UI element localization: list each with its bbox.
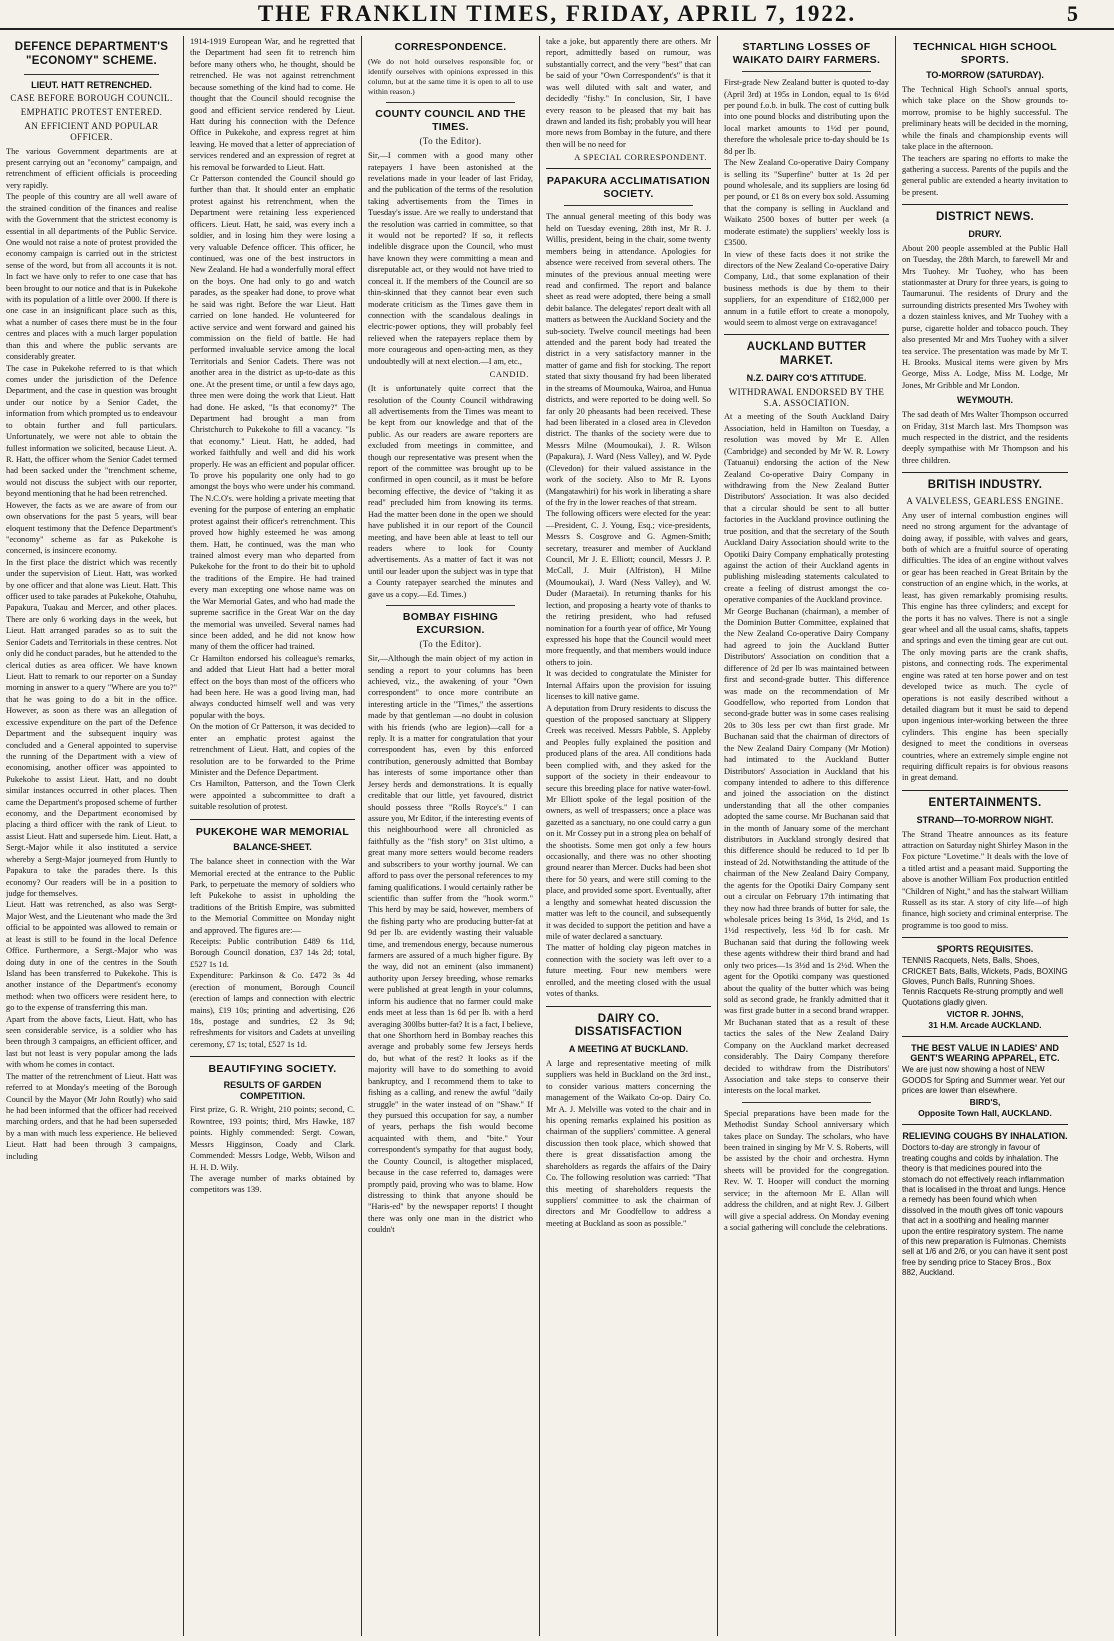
- article-body: A large and representative meeting of milk suppliers was held in Buckland on the 3rd inst., to consider various matters concerning the management of the Waikato Co-op. Dairy Co. Mr A. J. Melville was voted to the chair and in his opening remarks explained his position as chairman of the suppliers' committee. A general discussion then took place, which showed that there is great dissatisfaction among the shareholders as regards the affairs of the Dairy Co. The following resolution was carried: "That this meeting of shareholders requests the suppliers' committee to ask the chairman of directors and Mr Goodfellow to address a meeting at Buckland as soon as possible.": [546, 1058, 711, 1228]
- divider: [546, 168, 711, 169]
- divider: [742, 1102, 871, 1103]
- divider: [902, 790, 1068, 791]
- article-headline: AUCKLAND BUTTER MARKET.: [746, 341, 867, 368]
- article-body: 1914-1919 European War, and he regretted that the Department had seen fit to retrench him before many others who, he thought, should be retrenched. He was not against retrenchment because something of the kind had to come. He thought that the Council should recognise the good and efficient service rendered by Lieut. Hatt during his connection with the Defence Office in Pukekohe, and express regret at him leaving. He moved that a letter of appreciation of services rendered and an expression of regret at his removal be forwarded to Lieut. Hatt. Cr Patterson contended the Council should go further than that. It should enter an emphatic protest against his retrenchment, when the Department were retaining less experienced officers. Lieut. Hatt, he said, was every inch a soldier, and in losing him they were losing a very valuable Defence officer. This officer, he continued, was one of the best instructors in New Zealand. He had a wonderfully moral effect on the boys. One had only to go and watch parades, as the speaker had done, to prove what he said was right. Before the war Lieut. Hatt carried on lone handed. He volunteered for active service and went forward and gained his commission on the field of battle. He had performed invaluable service among the local Territorials and Senior Cadets. There was not another area in the district as up-to-date as this one. At the present time, or until a few days ago, three men were doing the work that Lieut. Hatt had done. He asked, "Is that economy?" The Department had brought a man from Christchurch to Pukekohe to fill a vacancy. "Is that economy." Lieut. Hatt, he added, had worked faithfully and well and did his work properly. He was an efficient and popular officer. To prove his popularity one only had to go amongst the boys who were under his command. The N.C.O's. were holding a private meeting that evening for the purpose of entering an emphatic protest against their officer's retrenchment. This proved how highly esteemed he was among them. Hatt, he continued, was the man who trained almost every man who departed from Pukekohe for the front to do their bit to uphold the traditions of the Empire. He had trained every man excepting one whose name was on the War Memorial Gates, and who had made the supreme sacrifice in the Great War on the day the memorial was unveiled. Several names had since been added, and he did not know how many of them the officer had trained. Cr Hamilton endorsed his colleague's remarks, and added that Lieut Hatt had a better moral effect on the boys than most of the officers who had been here. He was a good living man, had always conducted himself well and was very popular with the boys. On the motion of Cr Patterson, it was decided to enter an emphatic protest against the retrenchment of Lieut. Hatt, and copies of the resolution are to be forwarded to the Prime Minister and the Defence Department. Crs Hamilton, Patterson, and the Town Clerk were appointed a subcommittee to draft a suitable resolution of protest.: [190, 37, 355, 812]
- divider: [386, 605, 515, 606]
- page-number: 5: [1067, 1, 1078, 26]
- divider: [902, 937, 1068, 938]
- article-headline: DAIRY CO. DISSATISFACTION: [574, 1012, 683, 1039]
- column-5: [718, 36, 896, 1636]
- column-2: [184, 36, 362, 1636]
- column-1: [6, 36, 184, 1636]
- article-subheadline: A MEETING AT BUCKLAND.: [568, 1044, 689, 1055]
- advertisement-body: Doctors to-day are strongly in favour of treating coughs and colds by inhalation. The theory is that medicines poured into the stomach do not effectively reach inflammation that is localised in the throat and lungs. Hence a remedy has been found which when dissolved in the mouth gives off tonic vapours that act in a soothing and healing manner upon the entire respiratory system. The name of this new preparation is Fulmonas. Chemists sell at 1/6 and 2/6, or you can have it sent post free by sending price to Stacey Bros., Box 882, Auckland.: [902, 1143, 1068, 1278]
- divider: [902, 204, 1068, 205]
- advertiser-address: Opposite Town Hall, AUCKLAND.: [918, 1108, 1052, 1119]
- article-headline: TECHNICAL HIGH SCHOOL SPORTS.: [913, 41, 1057, 66]
- article-subheadline: RESULTS OF GARDEN COMPETITION.: [223, 1079, 322, 1101]
- column-6: [896, 36, 1074, 1636]
- article-body: The annual general meeting of this body was held on Tuesday evening, 28th inst, Mr R. J. Willis, president, being in the chair, some twenty members being in attendance. Apologies for absence were received from several others. The minutes of the previous annual meeting were read and confirmed. The report and balance sheet as read were adopted, there being a small debit balance. The delegates' report dealt with all matters as between the Auckland Society and the sub-society. Twelve council meetings had been attended and the parent body had treated the district in a very satisfactory manner in the matter of game and fish for stocking. The report stated that sixty thousand fry had been liberated in the streams of Moumouka, Wairoa, and Hunua districts, and were reported to be doing well. So far only 20 pheasants had been received. These had been liberated in a closed area in Clevedon district. The thanks of the society were due to Messrs Milne (Moumoukai), J. R. Wilson (Papakura), J. Ward (Ness Valley), and W. Pyde (Clevedon) for their valued assistance in the work of the society. Also to Mr R. Lyons (Mangatawhiri) for his work in liberating a share of the fry in the lower reaches of that stream. The following officers were elected for the year:—President, C. J. Young, Esq.; vice-presidents, Messrs S. Cosgrove and G. Agmen-Smith; secretary, treasurer and member of Auckland Council, Mr J. E. Elliott; council, Messrs J. P. McCall, J. Muir (Alfriston), H Milne (Moumoukai), J. Ward (Ness Valley), and W. Duder (Maraetai). In returning thanks for his lection, and proposing a hearty vote of thanks to the retiring president, who had refused nomination for a fourth year of office, Mr Young expressed his hope that the Council would meet more frequently, and that members would induce others to join. It was decided to congratulate the Minister for Internal Affairs upon the provision for issuing licenses to kill native game. A deputation from Drury residents to discuss the question of the proposed sanctuary at Slippery Creek was received. Messrs Pabble, S. Appleby and Peoples fully explained the position and produced plans of the area. All conditions hada been complied with, and they asked for the support of the society in their endeavour to secure this breeding place for native water-fowl. Mr Elliott spoke of the legal position of the owners, as well of trespassers; once a place was gazetted as a sanctuary, no one could carry a gun on it. Mr Cossey put in a strong plea on behalf of the shootists. Some men got only a few hours occasionally, and there was no other shooting ground nearer than Mercer. Ducks had been shot there for 50 years, and were still coming to the place, and provided some sport. Eventually, after a lengthy and somewhat heated discussion the matter was left to the council, and subsequently it was decided to support the petition and have a mile of water declared a sanctuary. The matter of holding clay pigeon matches in connection with the society was left over to a future meeting. Four new members were enrolled, and the meeting closed with the usual votes of thanks.: [546, 212, 712, 999]
- letter-salutation: (To the Editor).: [419, 136, 482, 147]
- article-subheadline: A VALVELESS, GEARLESS ENGINE.: [906, 495, 1064, 506]
- article-body: At a meeting of the South Auckland Dairy Association, held in Hamilton on Tuesday, a resolution was moved by Mr E. Allen (Cambridge) and seconded by Mr W. R. Lowry (Tatuanui) endorsing the action of the New Zealand Co-operative Dairy Company in withdrawing from the New Zealand Butter Distributors' Association. It was also decided that a circular should be sent to all butter factories in the Auckland province outlining the true position, and that the secretary of the South Auckland Dairy Association should write to the Opotiki Dairy Company emphatically protesting against the action of their Auckland agents in publishing misleading statements calculated to create a feeling of distrust amongst the co-operative companies of the Auckland province. Mr George Buchanan (chairman), a member of the Dominion Butter Committee, explained that the New Zealand Co-operative Dairy Company had agreed to join the Auckland Butter Distributors' Association on condition that a difference of 2d per lb was maintained between first and second-grade butter. This difference was made on the recommendation of Mr Goodfellow, who reported from London that second-grade butter was in some cases realising 20s to 30s less per cwt than first grade. Mr Buchanan said that the chairman of directors of the New Zealand Dairy Company (Mr Motion) had intimated to the Auckland Butter Distributors' Association in Auckland that his company intended to adhere to this difference and joined the association on the distinct understanding that all the other companies adopted the same course. Mr Buchanan said that in the month of January some of the merchant distributors in Auckland strongly desired that this difference should be reduced to 1d per lb instead of 2d. Notwithstanding the attitude of the chairman of the New Zealand Dairy Company, the agents for the Opotiki Dairy Company sent out a circular on February 17th intimating that they now had three brands of butter for sale, the wholesale prices being 1s 3½d, 1s 2½d, and 1s 1½d respectively, less ½d lb for cash. Mr Buchanan said that during the following week these agents withdrew their third brand and had only two prices—1s 3½d and 1s 2½d. When the agent for the Opotiki company was questioned about the quality of the butter which was being sold as second grade, he frankly admitted that it was first grade butter in a second brand wrapper. Mr Buchanan stated that as a result of these tactics the sales of the New Zealand Dairy Company on the Auckland market decreased considerably. The Dairy Company therefore decided to withdraw from the Distributors' Association and take steps to conserve their interests on the local market.: [724, 412, 889, 1096]
- divider: [190, 819, 355, 820]
- editorial-disclaimer: (We do not hold ourselves responsible for, or identify ourselves with opinions expressed in this column, but at the same time it is open to all to use within reason.): [368, 56, 533, 96]
- divider: [724, 334, 889, 335]
- article-body: The various Government departments are at present carrying out an "economy" campaign, and retrenchment of efficient officials is proceeding very rapidly. The people of this country are all well aware of the strained condition of the finances and realise with the Government that the strictest economy is essential in all departments of the Public Service. One would not raise a note of protest provided the economy campaign is carried out in the strictest sense of the word, but from all accounts it is not. In fact we have only to refer to one case that has been brought to our notice and that is in Pukekohe with its population of a little over 2000. If there is one case in an insignificant place such as this, what a number of cases there must be in the four centres and places with a much larger population than this and where the public servants are considerably greater. The case in Pukekohe referred to is that which comes under the jurisdiction of the Defence Department, and the case in question was brought under our notice by a Senior Cadet, the information from which prompted us to endeavour to obtain further and full particulars. Unfortunately, we were not able to obtain the fullest information we solicited, because Lieut. A. R. Hatt, the officer whom the Senior Cadet termed had been sacked under the "trenchment scheme, would not discuss the subject with our reporter, beyond mentioning that he had been retrenched. However, the facts as we are aware of from our own observations for the past 5 years, will bear eloquent testimony that the Defence Department's "economy" scheme as far as Pukekohe is concerned, is insincere economy. In the first place the district which was recently under the supervision of Lieut. Hatt, was worked by one officer and that alone was Lieut. Hatt. This officer used to take parades at Pukekohe, Otahuhu, Papakura, Tuakau and Mercer, and other places. There are only 6 working days in the week, but Lieut. Hatt arranged parades so as to suit the Senior Cadets and Territorials in these centres. Not only did he conduct parades, but he attended to the clerical duties as area officer. We have known Lieut. Hatt to remark to our reporter on a Sunday morning in answer to a query "Where are you to?" that he was going to do a bit in the office. However, as soon as there was an allegation of excessive expenditure on the part of the Defence Department and the subsequent inquiry was concluded and a General appointed to supervise the running of the Department with a view of economising, another officer was appointed to Pukekohe to assist Lieut. Hatt, and no doubt similar instances occurred in other places. Then came the Department's proposed scheme of further economy, and the Department economised by placing a third officer with the rank of Lieut. to assist Lieut. Hatt and supersede him. Lieut. Hatt, a Sergt.-Major while it also instituted a service whereby a Sergt-Major journeyed from Huntly to Papakura to take the parades there. Is this economy? Our readers will be in a position to judge for themselves. Lieut. Hatt was retrenched, as also was Sergt-Major West, and the Lieutenant who made the 3rd official to be appointed was allowed to remain or at least is still to be found in the local Defence Office. Furthermore, a Sergt.-Major who was doing duty in one of the centres in the South Island has been transferred to Pukekohe. This is another instance of the Department's economy method: when two officers were resident here, to go to the expense of transferring this man. Apart from the above facts, Lieut. Hatt, who has seen considerable service, is a soldier who has been through 3 campaigns, an efficient officer, and last but not least is very popular among the lads with whom he comes in contact. The matter of the retrenchment of Lieut. Hatt was referred to at Monday's meeting of the Borough Council by the Mayor (Mr John Routly) who said he had been informed that the officer had received marching orders, and that he had been superseded by a man with much less experience. He believed Lieut. Hatt had been through 3 campaigns, including: [6, 146, 177, 1161]
- article-headline: BRITISH INDUSTRY.: [927, 479, 1043, 492]
- divider: [902, 472, 1068, 473]
- advertiser-address: 31 H.M. Arcade AUCKLAND.: [928, 1020, 1042, 1031]
- article-body: The Strand Theatre announces as its feature attraction on Saturday night Shirley Mason in the Fox picture "Lovetime." It deals with the love of a titled artist and a peasant maid. Supporting the above is another William Fox production entitled "Children of Night," and has the stalwart William Russell as its star. A story of city life—of high finance, high society and criminal enterprise. The programme is too good to miss.: [902, 829, 1068, 930]
- article-body: Any user of internal combustion engines will need no strong argument for the advantage of doing away, if possible, with valves and gears, both of which are a fruitful source of operating difficulties. The idea of an engine without valves or gear has been reached in Great Britain by the construction of an engine which, in the works, at least, has given remarkably promising results. This engine has three cylinders; and except for the ports it has no valves. There is not a single gear wheel and all the usual cams, shafts, tappets and springs and even the timing gear are cut out. The only moving parts are the crank shafts, pistons, and connecting rods. The experimental engine was rated at ten horse power and on test developed twice as much. The cycle of operations is not easily described without a detailed diagram but it must be said to depend upon ingenious inter-working between the three cylinders. This engine has been specially designed to meet the conditions in overseas countries, where an extremely simple engine not requiring difficult repairs is for obvious reasons in great demand.: [902, 510, 1068, 783]
- divider: [564, 205, 693, 206]
- letter-body: Sir,—Although the main object of my action in sending a report to your columns has been achieved, viz., the awakening of your "Own correspondent" to once more contribute an interesting article in the "Times," the assertions made by that gentleman —no doubt in colusion with his friends (who are legion)—call for a reply. It is a matter for congratulation that your correspondent has, even by this enforced contribution, generously admitted that Bombay has interests of some importance other than Jersey herds and demonstrations. It is equally creditable that our little, yet favoured, district should possess three "Rolls Royce's." I can assure you, Mr Editor, if the interesting events of this neighbourhood were all chronicled as faithfully as the "fish story" on 31st ultimo, a great many more setters would become readers and subscribers to your worthy journal. We can afford to pass over the personal references to my faming qualifications. I would certainly rather be scientific than suffer from the "hook worm." This herd by may be said, however, members of the fishing party who are producing butter-fat at 9d per lb. are evidently wasting their valuable time, and tremendous energy, because numerous farmers are assured of a much higher figure. By the way, did not an eminent (also immanent) authority upon Jersey breeding, whose remarks were published at great length in your columns, inform his audience that no farmer could make ends meet at less than 1s 6d per lb. with a herd averaging 300lbs butter-fat? It is a fact, I believe, that one Shorthorn herd in Bombay reaches this average and probably some few Jerseys herds do, but what of the rest? It looks as if the majority will have to do something to avoid bankruptcy, and I recommend them to take to fishing as a calling, and renew the awful "daily struggle" in the water instead of on "Shaw." If they pursued this occupation for say, a number of years, perhaps the fish would become acquainted with them, and "bite." Your correspondent's sympathy for that august body, the County Council, is altogether misplaced, because in the case referred to, damages were promptly paid, proving who was to blame. How distressing to think that anyone should be "Haris-ed" by the newspaper reports! I thought there was only one man in the district who couldn't: [368, 654, 533, 1235]
- advertisement-headline: RELIEVING COUGHS BY INHALATION.: [902, 1131, 1068, 1142]
- letter-headline: COUNTY COUNCIL AND THE TIMES.: [375, 108, 526, 133]
- article-body: The sad death of Mrs Walter Thompson occurred on Friday, 31st March last. Mrs Thompson was much respected in the district, and the residents deeply sympathise with Mr Thompson and his three children.: [902, 410, 1068, 465]
- page-columns: [6, 36, 1108, 1636]
- masthead: [0, 0, 1114, 30]
- divider: [386, 102, 515, 103]
- divider: [742, 71, 871, 72]
- article-subheadline: AN EFFICIENT AND POPULAR OFFICER.: [24, 120, 159, 142]
- advertiser-name: VICTOR R. JOHNS,: [946, 1009, 1024, 1020]
- article-headline: BEAUTIFYING SOCIETY.: [208, 1063, 337, 1076]
- article-headline: PAPAKURA ACCLIMATISATION SOCIETY.: [546, 175, 711, 200]
- district-name: WEYMOUTH.: [957, 395, 1013, 406]
- article-body: First prize, G. R. Wright, 210 points; second, C. Rowntree, 193 points; third, Mrs Hawke, 187 points. Highly commended: Sergt. Cowan, Messrs Higginson, Coady and Clark. Commended: Messrs Lodge, Webb, Wilson and H. H. D. Wily. The average number of marks obtained by competitors was 139.: [190, 1105, 355, 1195]
- article-headline: DEFENCE DEPARTMENT'S "ECONOMY" SCHEME.: [14, 41, 169, 67]
- article-subheadline: STRAND—TO-MORROW NIGHT.: [916, 814, 1054, 825]
- divider: [902, 1036, 1068, 1037]
- column-3: [362, 36, 540, 1636]
- article-body: The balance sheet in connection with the War Memorial erected at the entrance to the Public Park, to perpetuate the memory of soldiers who left Pukekohe to assist in upholding the traditions of the British Empire, was submitted to the Memorial Committee on Monday night and approved. The figures are:— Receipts: Public contribution £489 6s 11d, Borough Council donation, £37 14s 2d; total, £527 1s 1d. Expenditure: Parkinson & Co. £472 3s 4d (erection of monument, Borough Council (erection of lamps and connection with electric mains), £19 10s; printing and advertising, £26 18s, postage and sundries, £2 3s 9d; refreshments for visitors and Cadets at unveiling ceremony, £7 1s; total, £527 1s 1d.: [190, 857, 355, 1049]
- divider: [902, 1124, 1068, 1125]
- district-name: DRURY.: [968, 229, 1002, 239]
- advertisement-headline: SPORTS REQUISITES.: [936, 944, 1034, 955]
- advertisement-headline: THE BEST VALUE IN LADIES' AND GENT'S WEARING APPAREL, ETC.: [910, 1043, 1060, 1064]
- advertisement-body: TENNIS Racquets, Nets, Balls, Shoes, CRICKET Bats, Balls, Wickets, Pads, BOXING Gloves, Punch Balls, Running Shoes. Tennis Racquets Re-strung promptly and well Quotations gladly given.: [902, 956, 1068, 1007]
- section-headline: DISTRICT NEWS.: [935, 211, 1035, 224]
- article-body: The Technical High School's annual sports, which take place on the Show grounds to-morrow, promise to be highly successful. The preliminary heats will be decided in the morning, while the finals and championship events will take place in the afternoon. The teachers are sparing no efforts to make the gathering a success. Parents of the pupils and the general public are extended a hearty invitation to be present.: [902, 84, 1068, 197]
- divider: [190, 1056, 355, 1057]
- article-subheadline: TO-MORROW (SATURDAY).: [926, 70, 1044, 81]
- letter-body: take a joke, but apparently there are others. Mr report, admittedly based on rumour, was substantially correct, and the very "best" that can be said of your "Own Correspondent's" is that it was well diluted with salt and water, and decidedly "fishy." In conclusion, Sir, I have every reason to be pleased that my bait has drawn and landed its fish; probably you will hear more news from Bombay in the future, and there then will be no need for: [546, 37, 711, 149]
- column-4: [540, 36, 718, 1636]
- section-headline: CORRESPONDENCE.: [394, 41, 507, 53]
- editor-note: (It is unfortunately quite correct that the resolution of the County Council withdrawing all advertisements from the Times was meant to be kept from our knowledge and that of the public. As our readers are aware reporters are excluded from meetings in committee, and though our representative was present when the report of the committee was brought up to be confirmed in open council, as it must be before becoming effective, the device of "taking it as read" precluded him from knowing its terms. Had the matter been done in the open we should have published it in our report of the Council meeting, and have been able at least to tell our readers where to look for County advertisements. As a matter of fact it was not until our leader upon the subject was in type that a County ratepayer searched the minutes and gave us a copy.—Ed. Times.): [368, 384, 533, 599]
- article-body: First-grade New Zealand butter is quoted to-day (April 3rd) at 195s in London, equal to 1s 6½d per pound f.o.b. in bulk. The cost of cutting bulk into one pound blocks and distributing upon the local market amounts to 1½d per pound, therefore the wholesale price to-day should be 1s 8d per lb. The New Zealand Co-operative Dairy Company is selling its "Superfine" butter at 1s 2d per pound wholesale, and its suppliers are losing 6d per pound, or £1 8s on every box sold. Assuming that the company is selling in Auckland and Waikato 2500 boxes of butter per week (a moderate estimate) the suppliers' weekly loss is £3500. In view of these facts does it not strike the directors of the New Zealand Co-operative Dairy Company, Ltd., that some explanation of their business methods is due by them to their suppliers, for an expenditure of £182,000 per annum in a futile effort to create a monopoly, would seem to almost verge on extravagance!: [724, 78, 889, 328]
- article-subheadline: LIEUT. HATT RETRENCHED.: [31, 79, 152, 90]
- article-headline: PUKEKOHE WAR MEMORIAL: [195, 825, 350, 838]
- section-headline: ENTERTAINMENTS.: [928, 796, 1042, 809]
- article-subheadline: BALANCE-SHEET.: [233, 842, 312, 853]
- letter-signature: CANDID.: [489, 369, 529, 380]
- article-body: Special preparations have been made for the Methodist Sunday School anniversary which takes place on Sunday. The scholars, who have been trained in singing by Mr V. S. Roberts, will be assisted by the choir and orchestra. Hymn sheets will be provided for the congregation. Rev. W. T. Hooper will conduct the morning service; in the afternoon Mr E. Allan will address the children, and at night Rev. J. Gilbert will give a special address. On Monday evening a social gathering will conclude the celebrations.: [724, 1108, 889, 1232]
- advertiser-name: BIRD'S,: [969, 1097, 1001, 1108]
- divider: [546, 1006, 711, 1007]
- letter-signature: A SPECIAL CORRESPONDENT.: [574, 152, 707, 163]
- newspaper-title: THE FRANKLIN TIMES, FRIDAY, APRIL 7, 1922.: [257, 1, 857, 26]
- article-subheadline: N.Z. DAIRY CO'S ATTITUDE.: [746, 373, 867, 384]
- article-subheadline: EMPHATIC PROTEST ENTERED.: [20, 107, 163, 118]
- letter-body: Sir,—I commen with a good many other ratepayers I have been astonished at the revelations made in your leader of last Friday, and the publication of the terms of the resolution taking advertisements from the Times in Tuesday's issue. Are we really to understand that the resolution was carried in committee, so that it would not be reported? If so, it reflects indelible disgrace upon the Council, who must have known they were committing a mean and disreputable act, or they would not have tried to conceal it. If the members of the Council are so thin-skinned that they cannot bear even such moderate criticism as the Times gave them in connection with the scandalous dealings in electric-power options, they will probably feel relieved when the ratepayers replace them by more courageous and open-acting men, as they undoubtedly will at next election.—I am, etc.,: [368, 151, 533, 366]
- letter-headline: BOMBAY FISHING EXCURSION.: [402, 611, 499, 636]
- article-subheadline: CASE BEFORE BOROUGH COUNCIL.: [10, 93, 173, 104]
- letter-salutation: (To the Editor).: [419, 639, 482, 650]
- divider: [24, 74, 159, 75]
- advertisement-body: We are just now showing a host of NEW GOODS for Spring and Summer wear. Yet our prices are lower than elsewhere.: [902, 1065, 1066, 1096]
- article-subheadline: WITHDRAWAL ENDORSED BY THE S.A. ASSOCIATION.: [728, 386, 885, 408]
- article-body: About 200 people assembled at the Public Hall on Tuesday, the 28th March, to farewell Mr and Mrs Tuohey. Mr Tuohey, who has been stationmaster at Drury for three years, is going to Taumarunui. The residents of Drury and the surrounding districts presented Mrs Twohey with a dozen stainless knives, and Mr Tuohey with a purse, cigarette holder and tobacco pouch. They also presented Mr and Mrs Tuohey with a silver tea service. The presentation was made by Mr T. H. Brooks. Musical items were given by Mrs George, Miss A. Lodge, Miss M. Lodge, Mr Jones, Mr Gribble and Mr London.: [902, 243, 1068, 390]
- article-headline: STARTLING LOSSES OF WAIKATO DAIRY FARMERS.: [732, 41, 881, 66]
